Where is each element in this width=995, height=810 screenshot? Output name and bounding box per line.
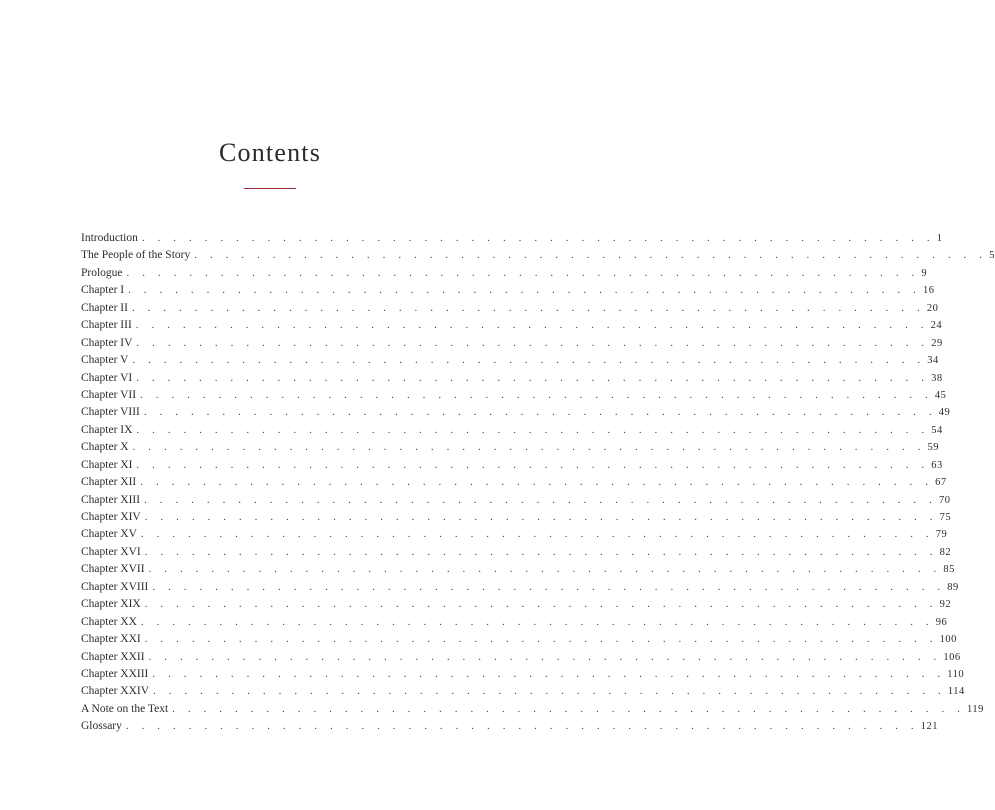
toc-entry[interactable] xyxy=(81,230,943,247)
toc-dot-leader: . . . . . . . . . . . . . . . . . . . . . . . . . . . . . . . . . . . . . . . . . . . . . . . . . . . xyxy=(136,336,930,349)
toc-entry-label: Chapter VII xyxy=(81,388,137,401)
toc-dot-leader: . . . . . . . . . . . . . . . . . . . . . . . . . . . . . . . . . . . . . . . . . . . . . . . . . . . xyxy=(144,493,937,506)
toc-entry[interactable] xyxy=(81,370,943,387)
toc-entry-page-number: 70 xyxy=(938,494,951,506)
toc-entry[interactable] xyxy=(81,404,951,421)
toc-dot-leader: . . . . . . . . . . . . . . . . . . . . . . . . . . . . . . . . . . . . . . . . . . . . . . . . . . . xyxy=(144,511,938,523)
page-title: Contents xyxy=(218,138,322,167)
toc-entry-page-number: 106 xyxy=(943,651,961,663)
toc-entry-page-number: 96 xyxy=(935,616,948,628)
toc-entry[interactable] xyxy=(81,457,943,474)
toc-entry-label: Chapter XIV xyxy=(81,511,141,523)
toc-entry[interactable] xyxy=(81,614,948,631)
toc-dot-leader: . . . . . . . . . . . . . . . . . . . . . . . . . . . . . . . . . . . . . . . . . . . . . . . . . . . xyxy=(140,388,933,401)
toc-entry[interactable] xyxy=(81,352,939,369)
toc-entry[interactable] xyxy=(81,387,947,404)
toc-dot-leader: . . . . . . . . . . . . . . . . . . . . . . . . . . . . . . . . . . . . . . . . . . . . . . . . . . . xyxy=(144,633,938,646)
toc-entry[interactable] xyxy=(81,683,965,700)
toc-dot-leader: . . . . . . . . . . . . . . . . . . . . . . . . . . . . . . . . . . . . . . . . . . . . . . . . . . . xyxy=(136,423,930,436)
toc-entry-page-number: 34 xyxy=(927,355,939,367)
toc-dot-leader: . . . . . . . . . . . . . . . . . . . . . . . . . . . . . . . . . . . . . . . . . . . . . . . . . . . xyxy=(172,702,965,715)
toc-entry-page-number: 100 xyxy=(939,634,957,646)
toc-dot-leader: . . . . . . . . . . . . . . . . . . . . . . . . . . . . . . . . . . . . . . . . . . . . . . . . . . . xyxy=(126,266,920,279)
toc-entry-page-number: 16 xyxy=(922,285,935,297)
toc-entry-label: Chapter VIII xyxy=(81,406,140,419)
toc-dot-leader: . . . . . . . . . . . . . . . . . . . . . . . . . . . . . . . . . . . . . . . . . . . . . . . . . . . xyxy=(131,301,925,314)
toc-entry[interactable] xyxy=(81,596,952,613)
toc-dot-leader: . . . . . . . . . . . . . . . . . . . . . . . . . . . . . . . . . . . . . . . . . . . . . . . . . . . xyxy=(144,598,938,611)
toc-entry[interactable] xyxy=(81,439,939,456)
toc-entry[interactable] xyxy=(81,649,961,666)
toc-entry-page-number: 121 xyxy=(920,721,938,733)
toc-entry-label: Chapter XXIII xyxy=(81,667,149,680)
toc-entry-page-number: 29 xyxy=(931,337,943,349)
toc-entry-label: Chapter I xyxy=(81,284,125,297)
toc-entry[interactable] xyxy=(81,300,939,317)
toc-entry-label: Prologue xyxy=(81,266,123,279)
toc-dot-leader: . . . . . . . . . . . . . . . . . . . . . . . . . . . . . . . . . . . . . . . . . . . . . . . . . . . xyxy=(140,528,934,541)
toc-entry-page-number: 24 xyxy=(930,320,943,332)
toc-entry-page-number: 38 xyxy=(931,372,943,384)
toc-entry-label: Chapter XII xyxy=(81,476,137,489)
toc-entry-page-number: 119 xyxy=(967,703,984,715)
toc-dot-leader: . . . . . . . . . . . . . . . . . . . . . . . . . . . . . . . . . . . . . . . . . . . . . . . . . . . xyxy=(136,371,930,384)
toc-entry-label: Chapter V xyxy=(81,354,129,367)
toc-dot-leader: . . . . . . . . . . . . . . . . . . . . . . . . . . . . . . . . . . . . . . . . . . . . . . . . . . . xyxy=(136,458,930,471)
toc-entry-label: Glossary xyxy=(81,720,122,733)
toc-entry[interactable] xyxy=(81,474,947,491)
toc-entry-label: Chapter XVII xyxy=(81,563,145,576)
toc-dot-leader: . . . . . . . . . . . . . . . . . . . . . . . . . . . . . . . . . . . . . . . . . . . . . . . . . . . xyxy=(128,284,921,297)
toc-entry[interactable] xyxy=(81,718,938,735)
toc-entry[interactable] xyxy=(81,247,995,264)
toc-entry-page-number: 54 xyxy=(931,424,943,436)
toc-entry-label: Chapter XVIII xyxy=(81,580,149,593)
toc-dot-leader: . . . . . . . . . . . . . . . . . . . . . . . . . . . . . . . . . . . . . . . . . . . . . . . . . . . xyxy=(153,685,946,698)
toc-entry-page-number: 1 xyxy=(936,233,943,244)
toc-entry-page-number: 5 xyxy=(989,250,995,262)
toc-entry-page-number: 82 xyxy=(939,546,952,558)
toc-entry-label: Chapter VI xyxy=(81,371,133,384)
toc-dot-leader: . . . . . . . . . . . . . . . . . . . . . . . . . . . . . . . . . . . . . . . . . . . . . . . . . . . xyxy=(141,232,935,244)
toc-entry[interactable] xyxy=(81,335,943,352)
toc-entry[interactable] xyxy=(81,265,928,282)
toc-entry-label: Chapter II xyxy=(81,301,128,314)
toc-entry-page-number: 20 xyxy=(926,302,939,314)
toc-entry-page-number: 92 xyxy=(939,599,952,611)
toc-entry-page-number: 110 xyxy=(947,668,965,680)
toc-entry-label: Chapter XX xyxy=(81,615,137,628)
toc-entry-label: Chapter IX xyxy=(81,423,133,436)
toc-entry-page-number: 67 xyxy=(935,477,947,489)
toc-dot-leader: . . . . . . . . . . . . . . . . . . . . . . . . . . . . . . . . . . . . . . . . . . . . . . . . . . . xyxy=(148,650,942,663)
toc-entry[interactable] xyxy=(81,526,948,543)
toc-entry[interactable] xyxy=(81,282,935,299)
toc-entry-page-number: 89 xyxy=(947,581,959,593)
toc-dot-leader: . . . . . . . . . . . . . . . . . . . . . . . . . . . . . . . . . . . . . . . . . . . . . . . . . . . xyxy=(144,545,938,558)
toc-entry-page-number: 63 xyxy=(931,459,943,471)
toc-entry[interactable] xyxy=(81,561,955,578)
toc-entry-label: Chapter XI xyxy=(81,458,133,471)
toc-entry[interactable] xyxy=(81,701,984,718)
toc-entry-label: Chapter X xyxy=(81,441,129,454)
toc-entry[interactable] xyxy=(81,509,952,526)
toc-entry-label: Chapter XIII xyxy=(81,493,141,506)
toc-dot-leader: . . . . . . . . . . . . . . . . . . . . . . . . . . . . . . . . . . . . . . . . . . . . . . . . . . . xyxy=(194,249,988,262)
toc-entry-page-number: 9 xyxy=(921,267,928,279)
toc-entry[interactable] xyxy=(81,666,965,683)
toc-dot-leader: . . . . . . . . . . . . . . . . . . . . . . . . . . . . . . . . . . . . . . . . . . . . . . . . . . . xyxy=(148,563,942,576)
toc-entry-label: A Note on the Text xyxy=(81,702,169,715)
toc-dot-leader: . . . . . . . . . . . . . . . . . . . . . . . . . . . . . . . . . . . . . . . . . . . . . . . . . . . xyxy=(143,406,937,419)
toc-entry-label: Chapter XVI xyxy=(81,545,141,558)
toc-entry-page-number: 59 xyxy=(927,442,939,454)
toc-entry[interactable] xyxy=(81,317,943,334)
toc-entry[interactable] xyxy=(81,579,959,596)
toc-entry-label: Chapter III xyxy=(81,319,132,332)
toc-dot-leader: . . . . . . . . . . . . . . . . . . . . . . . . . . . . . . . . . . . . . . . . . . . . . . . . . . . xyxy=(152,667,946,680)
toc-entry-label: Chapter XXIV xyxy=(81,685,150,698)
toc-entry-label: Introduction xyxy=(81,232,138,244)
toc-entry-label: Chapter IV xyxy=(81,336,133,349)
title-divider xyxy=(244,188,296,189)
toc-entry[interactable] xyxy=(81,631,957,648)
toc-entry-page-number: 49 xyxy=(938,407,951,419)
toc-entry-label: Chapter XXII xyxy=(81,650,145,663)
toc-dot-leader: . . . . . . . . . . . . . . . . . . . . . . . . . . . . . . . . . . . . . . . . . . . . . . . . . . . xyxy=(140,476,934,489)
table-of-contents xyxy=(81,230,995,736)
toc-entry[interactable] xyxy=(81,544,952,561)
toc-dot-leader: . . . . . . . . . . . . . . . . . . . . . . . . . . . . . . . . . . . . . . . . . . . . . . . . . . . xyxy=(132,441,926,454)
toc-entry-page-number: 75 xyxy=(939,512,952,523)
toc-entry-label: Chapter XV xyxy=(81,528,137,541)
toc-dot-leader: . . . . . . . . . . . . . . . . . . . . . . . . . . . . . . . . . . . . . . . . . . . . . . . . . . . xyxy=(140,615,934,628)
toc-entry-page-number: 79 xyxy=(935,529,948,541)
toc-entry-page-number: 45 xyxy=(934,389,947,401)
toc-entry-label: The People of the Story xyxy=(81,249,191,262)
toc-entry-label: Chapter XXI xyxy=(81,633,141,646)
toc-entry-page-number: 85 xyxy=(943,564,955,576)
toc-dot-leader: . . . . . . . . . . . . . . . . . . . . . . . . . . . . . . . . . . . . . . . . . . . . . . . . . . . xyxy=(132,354,926,367)
toc-entry-page-number: 114 xyxy=(947,686,965,698)
toc-entry[interactable] xyxy=(81,422,943,439)
toc-entry-label: Chapter XIX xyxy=(81,598,141,611)
toc-entry[interactable] xyxy=(81,492,951,509)
toc-dot-leader: . . . . . . . . . . . . . . . . . . . . . . . . . . . . . . . . . . . . . . . . . . . . . . . . . . . xyxy=(135,319,929,332)
toc-dot-leader: . . . . . . . . . . . . . . . . . . . . . . . . . . . . . . . . . . . . . . . . . . . . . . . . . . . xyxy=(125,720,919,733)
toc-dot-leader: . . . . . . . . . . . . . . . . . . . . . . . . . . . . . . . . . . . . . . . . . . . . . . . . . . . xyxy=(152,580,946,593)
